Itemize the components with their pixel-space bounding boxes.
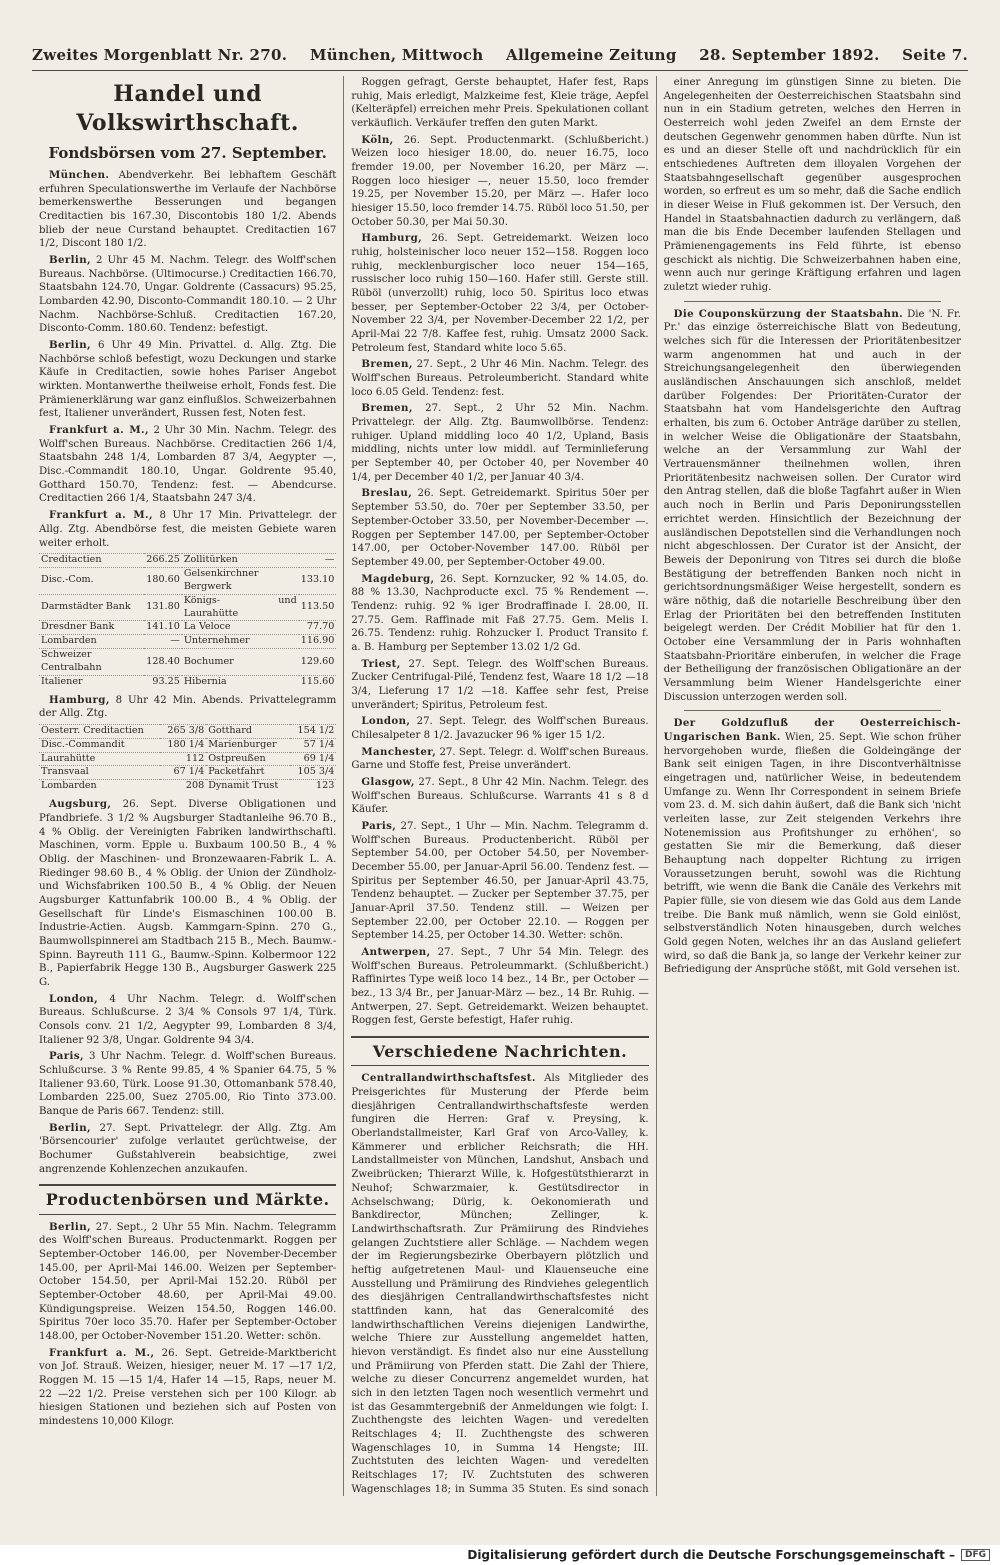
table-cell: Unternehmer bbox=[182, 635, 299, 649]
column-1 bbox=[32, 76, 343, 1496]
article: Breslau, 26. Sept. Getreidemarkt. Spiritus 50er per September 53.50, do. 70er per September 33.50, per September-October 33.50, per November-December —. Roggen per September 147.00, per September-October 147.00, per October-November 147.00. Rüböl per September 49.00, per September-October 49.00. bbox=[351, 487, 649, 568]
table-cell: Dynamit Trust bbox=[206, 780, 290, 793]
table-row bbox=[39, 766, 336, 780]
table-cell: 69 1/4 bbox=[290, 752, 336, 766]
section-title-markets: Productenbörsen und Märkte. bbox=[39, 1184, 336, 1214]
digitization-footer bbox=[0, 1545, 1000, 1565]
table-cell: 112 bbox=[160, 752, 206, 766]
article: Paris, 27. Sept., 1 Uhr — Min. Nachm. Telegramm d. Wolff'schen Bureaus. Productenbericht. Rüböl per September 54.00, per October 54.50, per November-December 55.00, per Januar-April 56.00. Tendenz fest. — Spiritus per September 46.50, per Januar-April 43.75, Tendenz behauptet. — Zucker per September 37.75, per Januar-April 37.50. Tendenz still. — Weizen per September 22.00, per October 22.10. — Roggen per September 14.25, per October 14.30. Wetter: schön. bbox=[351, 819, 649, 942]
table-cell: — bbox=[299, 554, 337, 568]
table-row bbox=[39, 780, 336, 793]
article: Augsburg, 26. Sept. Diverse Obligationen und Pfandbriefe. 3 1/2 % Augsburger Stadtanleihe 96.70 B., 4 % Oblig. der Vereinigten Fabriken landwirthschaftl. Maschinen, vorm. Epple u. Buxbaum 100.50 B., 4 % Oblig. der Maschinen- und Bronzewaaren-Fabrik L. A. Riedinger 98.60 B., 4 % Oblig. der Union der Zündholz- und Wichsfabriken 100.50 B., 4 % Oblig. der Neuen Augsburger Kattunfabrik 100.00 B., 4 % Oblig. der Gesellschaft für Linde's Eismaschinen 100.00 B. Industrie-Actien. Augsb. Kammgarn-Spinn. 270 G., Baumwollspinnerei am Stadtbach 215 B., Mech. Baumw.-Spinn. Bayreuth 111 G., Baumw.-Spinn. Kolbermoor 122 B., Papierfabrik Hegge 130 B., Augsburger Gaswerk 225 G. bbox=[39, 798, 337, 988]
section-title-misc-news: Verschiedene Nachrichten. bbox=[351, 1036, 648, 1066]
divider bbox=[684, 301, 941, 302]
table-cell: Schweizer Centralbahn bbox=[39, 649, 144, 676]
article: einer Anregung im günstigen Sinne zu bieten. Die Angelegenheiten der Oesterreichischen Staatsbahn sind nun in ein Stadium getreten, welches den Herren in Oesterreich wohl jeden Zweifel an dem Ernste der deutschen Gegenwehr genommen haben dürfte. Nun ist es und an dieser Stelle oft und nachdrücklich für ein entschiedenes Auftreten dem illoyalen Vorgehen der Staatsbahngesellschaft gegenüber ausgesprochen worden, so erfreut es um so mehr, daß die Sache endlich in dieser Weise in Fluß gekommen ist. Der Versuch, den Handel in Staatsbahnactien dadurch zu verlängern, daß man die bis Ende December laufenden Stellagen und Prämienengagements ins Feld führte, ist ebenso geschickt als nichtig. Die Schweizerbahnen haben eine, wenn auch nur geringe Kräftigung erfahren und lagen zuletzt wieder ruhig. bbox=[663, 77, 961, 294]
article: Manchester, 27. Sept. Telegr. d. Wolff'schen Bureaus. Garne und Stoffe fest, Preise unverändert. bbox=[351, 745, 649, 772]
table-cell: 131.80 bbox=[144, 594, 182, 621]
table-cell: Bochumer bbox=[182, 649, 299, 676]
column-2 bbox=[343, 76, 655, 1496]
table-cell: Laurahütte bbox=[39, 752, 160, 766]
table-row bbox=[39, 724, 336, 738]
table-cell: 105 3/4 bbox=[290, 766, 336, 780]
table-cell: 208 bbox=[160, 780, 206, 793]
table-cell: Packetfahrt bbox=[206, 766, 290, 780]
table-cell: 265 3/8 bbox=[160, 724, 206, 738]
article: Antwerpen, 27. Sept., 7 Uhr 54 Min. Telegr. des Wolff'schen Bureaus. Petroleummarkt. (Schlußbericht.) Raffinirtes Type weiß loco 14 bez., 14 Br., per October — bez., 13 3/4 Br., per Januar-März — bez., 14 Br. Ruhig. — Antwerpen, 27. Sept. Getreidemarkt. Weizen behauptet. Roggen fest, Gerste befestigt, Hafer ruhig. bbox=[351, 945, 649, 1027]
table-cell: 129.60 bbox=[299, 649, 337, 676]
subtitle-fondsboersen: Fondsbörsen vom 27. September. bbox=[48, 143, 327, 162]
table-cell: 128.40 bbox=[144, 649, 182, 676]
table-cell: 77.70 bbox=[299, 621, 337, 635]
table-cell: 133.10 bbox=[299, 568, 337, 595]
article: Centrallandwirthschaftsfest. Als Mitglieder des Preisgerichtes für Musterung der Pferde beim diesjährigen Centrallandwirthschaftsfeste werden fungiren die Herren: Graf v. Preysing, k. Oberlandstallmeister, Karl Graf von Arco-Valley, k. Kämmerer und erblicher Reichsrath; die HH. Landstallmeister von München, Landshut, Ansbach und Zweibrücken; Thierarzt Wille, k. Hofgestütsthierarzt in Neuhof; Schwarzmaier, k. Gestütsdirector in Achselschwang; Dürig, k. Oekonomierath und Bankdirector, München; Zellinger, k. Landwirthschaftsrath. Zur Prämiirung des Rindviehes gelangen Zuchtstiere aller Schläge. — Nachdem wegen der im Regierungsbezirke Oberbayern plötzlich und heftig aufgetretenen Maul- und Klauenseuche eine Ausstellung und Prämiirung des Rindviehes gelegentlich des diesjährigen Centrallandwirthschaftsfestes nicht stattfinden kann, hat das Generalcomité des landwirthschaftlichen Vereins diejenigen Landwirthe, welche Thiere zur Ausstellung angemeldet hatten, hievon verständigt. Es findet also nur eine Ausstellung und Prämiirung von Pferden statt. Die Zahl der Thiere, welche zu dieser Concurrenz angemeldet wurden, hat sich in den letzten Tagen noch wesentlich vermehrt und ist das Gesammtergebniß der Anmeldungen wie folgt: I. Zuchthengste des leichten Wagen- und veredelten Reitschlages 4; II. Zuchthengste des schweren Wagenschlages 10, in Summa 14 Hengste; III. Zuchtstuten des leichten Wagen- und veredelten Reitschlages 17; IV. Zuchtstuten des schweren Wagenschlages 18; in Summa 35 Stuten. Es sind sonach bbox=[351, 1072, 649, 1495]
table-cell: 115.60 bbox=[299, 675, 337, 688]
article: London, 4 Uhr Nachm. Telegr. d. Wolff'schen Bureaus. Schlußcurse. 2 3/4 % Consols 97 1/4, Türk. Consols conv. 21 1/2, Aegypter 99, Lombarden 8 3/4, Italiener 92 3/8, Ungar. Goldrente 94 3/4. bbox=[39, 992, 337, 1046]
article: Paris, 3 Uhr Nachm. Telegr. d. Wolff'schen Bureaus. Schlußcurse. 3 % Rente 99.85, 4 % Spanier 64.75, 5 % Italiener 93.60, Türk. Loose 91.30, Ottomanbank 578.40, Lombarden 225.00, Suez 2705.00, Rio Tinto 373.00. Banque de Paris 667. Tendenz: still. bbox=[39, 1050, 337, 1117]
table-cell: Creditactien bbox=[39, 554, 144, 568]
table-cell: Gotthard bbox=[206, 724, 290, 738]
article: Bremen, 27. Sept., 2 Uhr 52 Min. Nachm. Privattelegr. der Allg. Ztg. Baumwollbörse. Tendenz: ruhiger. Upland middling loco 40 1/2, Upland, Basis middling, nichts unter low middl. auf Terminlieferung per September 40, per October 40, per November 40 1/4, per December 40 1/2, per Januar 40 3/4. bbox=[351, 402, 649, 483]
article: Frankfurt a. M., 26. Sept. Getreide-Marktbericht von Jof. Strauß. Weizen, hiesiger, neuer M. 17 —17 1/2, Roggen M. 15 —15 1/4, Hafer 14 —15, Raps, neuer M. 22 —22 1/2. Preise verstehen sich per 100 Kilogr. ab hiesigen Stationen und beziehen sich auf Posten von mindestens 10,000 Kilogr. bbox=[39, 1346, 337, 1428]
article: Frankfurt a. M., 8 Uhr 17 Min. Privattelegr. der Allg. Ztg. Abendbörse fest, die meisten Gebiete waren weiter erholt. bbox=[39, 509, 337, 549]
table-row bbox=[39, 568, 336, 595]
table-cell: Gelsenkirchner Bergwerk bbox=[182, 568, 299, 595]
city-day: München, Mittwoch bbox=[309, 46, 484, 64]
footer-text: Digitalisierung gefördert durch die Deutsche Forschungsgemeinschaft – bbox=[467, 1548, 955, 1562]
column-3 bbox=[656, 76, 968, 1496]
table-row bbox=[39, 621, 336, 635]
table-cell: 141.10 bbox=[144, 621, 182, 635]
table-cell: Dresdner Bank bbox=[39, 621, 144, 635]
section-title-trade: Handel und Volkswirthschaft. bbox=[76, 81, 299, 137]
article: Hamburg, 8 Uhr 42 Min. Abends. Privattelegramm der Allg. Ztg. bbox=[39, 693, 337, 720]
table-cell: Ostpreußen bbox=[206, 752, 290, 766]
article: Frankfurt a. M., 2 Uhr 30 Min. Nachm. Telegr. des Wolff'schen Bureaus. Nachbörse. Creditactien 266 1/4, Staatsbahn 248 1/4, Lombarden 87 3/4, Aegypter —, Disc.-Commandit 180.10, Ungar. Goldrente 95.40, Gotthard 150.70, Tendenz: fest. — Abendcurse. Creditactien 266 1/4, Staatsbahn 247 3/4. bbox=[39, 424, 337, 505]
article: Triest, 27. Sept. Telegr. des Wolff'schen Bureaus. Zucker Centrifugal-Pilé, Tendenz fest, Waare 18 1/2 —18 3/4, Lieferung 17 1/2 —18. Kaffee sehr fest, Preise unverändert; Spiritus, Petroleum fest. bbox=[351, 657, 649, 711]
table-row bbox=[39, 635, 336, 649]
table-row bbox=[39, 554, 336, 568]
table-cell: 154 1/2 bbox=[290, 724, 336, 738]
table-cell: 93.25 bbox=[144, 675, 182, 688]
table-cell: 57 1/4 bbox=[290, 738, 336, 752]
divider bbox=[684, 710, 941, 711]
table-cell: Hibernia bbox=[182, 675, 299, 688]
article: Berlin, 27. Sept. Privattelegr. der Allg. Ztg. Am 'Börsencourier' zufolge verlautet gerüchtweise, der Bochumer Gußstahlverein beabsichtige, zwei angrenzende Kohlenzechen anzukaufen. bbox=[39, 1121, 337, 1175]
article: Hamburg, 26. Sept. Getreidemarkt. Weizen loco ruhig, holsteinischer loco neuer 152—158. Roggen loco ruhig, mecklenburgischer loco neuer 154—165, russischer loco ruhig 150—160. Hafer still. Gerste still. Rüböl (unverzollt) ruhig, loco 50. Spiritus loco etwas besser, per September-October 22 3/4, per October-November 22 3/4, per November-December 22 1/2, per April-Mai 22 7/8. Kaffee fest, ruhig. Umsatz 2000 Sack. Petroleum fest, Standard white loco 5.65. bbox=[351, 232, 649, 354]
article: München. Abendverkehr. Bei lebhaftem Geschäft erfuhren Speculationswerthe im Verlaufe der Nachbörse bemerkenswerthe Besserungen und begangen Creditactien bis 167.30, Discontobis 180 1/2. Abends blieb der neue Curstand behauptet. Creditactien 167 1/2, Discont 180 1/2. bbox=[39, 169, 337, 250]
article: London, 27. Sept. Telegr. des Wolff'schen Bureaus. Chilesalpeter 8 1/2. Javazucker 96 % iger 15 1/2. bbox=[351, 715, 649, 741]
price-table-frankfurt bbox=[39, 553, 336, 688]
table-cell: 67 1/4 bbox=[160, 766, 206, 780]
table-cell: Italiener bbox=[39, 675, 144, 688]
article: Berlin, 2 Uhr 45 M. Nachm. Telegr. des Wolff'schen Bureaus. Nachbörse. (Ultimocurse.) Creditactien 166.70, Staatsbahn 124.70, Ungar. Goldrente (Cassacurs) 95.25, Lombarden 42.90, Disconto-Commandit 180.10. — 2 Uhr Nachm. Nachbörse-Schluß. Creditactien 167.20, Disconto-Comm. 180.60. Tendenz: befestigt. bbox=[39, 254, 337, 335]
article: Glasgow, 27. Sept., 8 Uhr 42 Min. Nachm. Telegr. des Wolff'schen Bureaus. Schlußcurse. Warrants 41 s 8 d Käufer. bbox=[351, 775, 649, 816]
table-cell: La Veloce bbox=[182, 621, 299, 635]
masthead bbox=[32, 40, 968, 71]
table-cell: 123 bbox=[290, 780, 336, 793]
newspaper-name: Allgemeine Zeitung bbox=[506, 46, 677, 64]
table-cell: 113.50 bbox=[299, 594, 337, 621]
table-cell: 180 1/4 bbox=[160, 738, 206, 752]
dfg-logo: DFG bbox=[961, 1549, 990, 1561]
article: Berlin, 6 Uhr 49 Min. Privattel. d. Allg. Ztg. Die Nachbörse schloß befestigt, wozu Deckungen und starke Käufe in Creditactien, sowie hohes Pariser Angebot wirkten. Montanwerthe theilweise erholt, Fonds fest. Die Prämienerklärung war ganz einflußlos. Schweizerbahnen fest, Italiener unverändert, Russen fest, Noten fest. bbox=[39, 339, 337, 420]
page-columns bbox=[32, 76, 968, 1496]
table-row bbox=[39, 752, 336, 766]
article: Die Couponskürzung der Staatsbahn. Die 'N. Fr. Pr.' das einzige österreichische Blatt von Bedeutung, welches sich für die Interessen der Prioritätenbesitzer warm angenommen hat und auch in der Streichungsangelegenheit den überwiegenden ausländischen Anschauungen sich anschloß, meldet darüber Folgendes: Der Prioritäten-Curator der Staatsbahn hat vom Handelsgerichte den Auftrag erhalten, bis zum 6. October Anträge darüber zu stellen, in welcher Weise die Obligationäre der Staatsbahn, welche an der Versammlung zur Wahl der Vertrauensmänner theilnehmen wollen, ihren Prioritätenbesitz nachweisen sollen. Der Curator wird den Antrag stellen, daß die bloße Tagfahrt außer in Wien auch noch in Berlin und Paris Deponirungsstellen errichtet werden. Hinsichtlich der Bezeichnung der ausländischen Depotstellen sind die Verhandlungen noch nicht abgeschlossen. Der Curator ist der Ansicht, der Beweis der Deponirung von Titres sei durch die bloße Bestätigung der betreffenden Banken noch nicht in gerichtsordnungsmäßiger Weise hergestellt, sondern es wäre nöthig, daß die notarielle Beschreibung über den Erlag der Prioritäten bei den betreffenden Instituten beigelegt werden. Der Crédit Mobilier hat für den 1. October eine Versammlung der in Paris wohnhaften Staatsbahn-Prioritäre einberufen, in welcher die Frage der Betheiligung der französischen Obligationäre an der Versammlung beim Wiener Handelsgerichte einer Discussion unterzogen werden soll. bbox=[663, 307, 961, 703]
article: Magdeburg, 26. Sept. Kornzucker, 92 % 14.05, do. 88 % 13.30, Nachproducte excl. 75 % Rendement —. Tendenz: ruhig. 92 % iger Brodraffinade I. 28.00, II. 27.75. Gem. Raffinade mit Faß 27.75. Gem. Melis I. 26.75. Tendenz: ruhig. Rohzucker I. Product Transito f. a. B. Hamburg per September 13.02 1/2 Gd. bbox=[351, 572, 649, 653]
table-cell: 116.90 bbox=[299, 635, 337, 649]
table-cell: 180.60 bbox=[144, 568, 182, 595]
table-cell: — bbox=[144, 635, 182, 649]
table-cell: Disc.-Com. bbox=[39, 568, 144, 595]
table-row bbox=[39, 594, 336, 621]
table-cell: Disc.-Commandit bbox=[39, 738, 160, 752]
article: Der Goldzufluß der Oesterreichisch-Ungarischen Bank. Wien, 25. Sept. Wie schon früher hervorgehoben wurde, fließen die Goldeingänge der Bank seit einigen Tagen, in ihre Discontverhältnisse eingetragen und, natürlicher Weise, in bedeutendem Umfange zu. Wenn Ihr Correspondent in seinem Briefe vom 23. d. M. sich dahin äußert, daß die Bank sich 'nicht verleiten lasse, zur Zeit steigenden Verkehrs ihre Notenemission aus Profitshunger zu erhöhen', so gestatten Sie mir die Bemerkung, daß dieser Behauptung nach doppelter Richtung zu irrigen Voraussetzungen beruht, sowohl was die Richtung betrifft, wie wenn die Bank die Canäle des Verkehrs mit Papier fülle, sie von diesem wie das Gold aus dem Lande treibe. Die Bank muß nämlich, wenn sie Gold einlöst, selbstverständlich Noten hinausgeben, durch welches Gold gegen Noten, welches ihr an das Ausland geliefert wird, so daß die Bank ja, so lange der Verkehr keiner zur Befriedigung der Ansprüche stößt, mit Gold versehen ist. bbox=[663, 717, 961, 976]
table-cell: Oesterr. Creditactien bbox=[39, 724, 160, 738]
table-cell: Königs- und Laurahütte bbox=[182, 594, 299, 621]
table-cell: Zollitürken bbox=[182, 554, 299, 568]
table-cell: Lombarden bbox=[39, 780, 160, 793]
article: Roggen gefragt, Gerste behauptet, Hafer fest, Raps ruhig, Mais erledigt, Malzkeime fest, Kleie träge, Aepfel (Kelteräpfel) erreichen mehr Preis. Spekulationen collant verkäuflich. Verkäufer treffen den guten Markt. bbox=[351, 77, 649, 130]
table-row bbox=[39, 738, 336, 752]
table-cell: Marienburger bbox=[206, 738, 290, 752]
table-cell: Darmstädter Bank bbox=[39, 594, 144, 621]
table-row bbox=[39, 649, 336, 676]
table-cell: 266.25 bbox=[144, 554, 182, 568]
table-cell: Lombarden bbox=[39, 635, 144, 649]
article: Bremen, 27. Sept., 2 Uhr 46 Min. Nachm. Telegr. des Wolff'schen Bureaus. Petroleumbericht. Standard white loco 6.05 Geld. Tendenz: fest. bbox=[351, 358, 649, 398]
price-table-hamburg bbox=[39, 724, 336, 793]
table-cell: Transvaal bbox=[39, 766, 160, 780]
table-row bbox=[39, 675, 336, 688]
article: Köln, 26. Sept. Productenmarkt. (Schlußbericht.) Weizen loco hiesiger 18.00, do. neuer 16.75, loco fremder 19.00, per November 16.20, per März —. Roggen loco hiesiger —, neuer 15.50, loco fremder 19.25, per November 15.20, per März —. Hafer loco hiesiger 15.50, loco fremder 14.75. Rüböl loco 51.50, per October 50.30, per Mai 50.30. bbox=[351, 133, 649, 228]
issue-number: Zweites Morgenblatt Nr. 270. bbox=[32, 46, 288, 64]
article: Berlin, 27. Sept., 2 Uhr 55 Min. Nachm. Telegramm des Wolff'schen Bureaus. Productenmarkt. Roggen per September-October 146.00, per November-December 145.00, per April-Mai 146.00. Weizen per September-October 154.50, per April-Mai 152.20. Rüböl per September-October 48.60, per April-Mai 49.00. Kündigungspreise. Weizen 154.50, Roggen 146.00. Spiritus 70er loco 35.70. Hafer per September-October 148.00, per October-November 151.20. Wetter: schön. bbox=[39, 1220, 337, 1343]
issue-date: 28. September 1892. bbox=[699, 46, 880, 64]
page-number: Seite 7. bbox=[902, 46, 968, 64]
